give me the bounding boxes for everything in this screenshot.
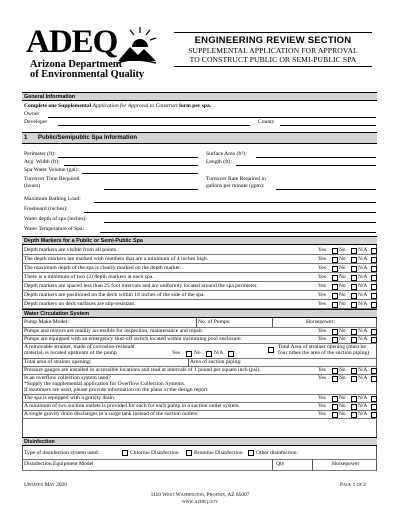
footer-web: www.azdeq.gov bbox=[181, 499, 219, 505]
strainer-text-2: material, is located upstream of the pump bbox=[24, 350, 117, 356]
area-suction-label: Area of suction piping: bbox=[190, 359, 242, 365]
strainer-area-checkbox[interactable] bbox=[268, 347, 274, 353]
depth-marker-row-1-no-label: No bbox=[339, 247, 346, 253]
strainer-area-text-1: Total Area of strainer opening (must be bbox=[278, 344, 366, 350]
depth-markers-heading: Depth Markers for a Public or Semi-Public Spa bbox=[22, 236, 377, 245]
pressure-gauges-text: Pressure gauges are installed in accessible locations and read at intervals of 1 pound per square inch (psi). bbox=[24, 367, 261, 373]
footer-address: 1110 West Washington, Phoenix, AZ 85007 bbox=[150, 492, 250, 498]
circulation-row-3-yes-label: Yes bbox=[318, 367, 326, 373]
water-depth-label: Water depth of spa (inches): bbox=[24, 216, 87, 222]
developer-field[interactable] bbox=[58, 125, 250, 126]
row-separator bbox=[22, 272, 377, 273]
turnover-time-label-2: (hours) bbox=[24, 183, 41, 189]
circulation-row-1-na-label: N/A bbox=[358, 328, 368, 334]
county-field[interactable] bbox=[280, 125, 376, 126]
depth-marker-row-text: The depth markers are marked with numbers that are a minimum of 4 inches high. bbox=[24, 256, 209, 262]
circulation-heading: Water Circulation System bbox=[22, 309, 377, 318]
form-subtitle-1: SUPPLEMENTAL APPLICATION FOR APPROVAL bbox=[188, 46, 358, 55]
perimeter-label: Perimeter (ft): bbox=[24, 151, 56, 157]
chlorine-checkbox[interactable] bbox=[122, 450, 128, 456]
circulation-row-2-no-label: No bbox=[339, 336, 346, 342]
row-separator bbox=[22, 459, 377, 460]
circulation-row-7-na-label: N/A bbox=[358, 411, 368, 417]
circulation-row-3-na-label: N/A bbox=[358, 367, 368, 373]
circ-left-border bbox=[22, 318, 23, 438]
developer-label: Developer bbox=[24, 119, 48, 125]
gravity-drain-text: The spa is equipped with a gravity drain. bbox=[24, 395, 116, 401]
spa-volume-field[interactable] bbox=[82, 173, 198, 174]
depth-marker-row-2-no-label: No bbox=[339, 256, 346, 262]
water-temp-field[interactable] bbox=[100, 232, 376, 233]
disinfection-type-label: Type of disinfection system used: bbox=[24, 450, 100, 456]
length-field[interactable] bbox=[236, 165, 376, 166]
strainer-no-checkbox[interactable] bbox=[206, 351, 212, 357]
depth-marker-row-5-na-label: N/A bbox=[358, 283, 368, 289]
circulation-row-3-no-label: No bbox=[339, 367, 346, 373]
strainer-na-label: N/A bbox=[214, 350, 224, 356]
circulation-row-3-no-checkbox[interactable] bbox=[351, 368, 357, 374]
general-instruction: Complete one Supplemental Application for Approval to Construct form per spa. bbox=[24, 103, 212, 109]
turnover-rate-label-1: Turnover Rate Required in bbox=[206, 176, 266, 182]
strainer-no-label: No bbox=[194, 350, 201, 356]
qty-label: Qty bbox=[276, 461, 285, 467]
footer-updated: Updated May 2020 bbox=[24, 482, 67, 488]
circulation-row-7-no-label: No bbox=[339, 411, 346, 417]
circulation-row-4-na-label: N/A bbox=[358, 375, 368, 381]
turnover-time-label-1: Turnover Time Required bbox=[24, 176, 80, 182]
header-block bbox=[175, 35, 371, 64]
disinfection-heading: Disinfection bbox=[22, 437, 377, 446]
depth-marker-row-7-yes-label: Yes bbox=[318, 301, 326, 307]
total-area-strainer-label: Total area of strainer opening: bbox=[24, 359, 92, 365]
avg-width-label: Avg. Width (ft): bbox=[24, 159, 60, 165]
circulation-row-6-no-checkbox[interactable] bbox=[351, 404, 357, 410]
skimmer-note: If skimmers are used, please provide information on the plans or the design report. bbox=[24, 387, 209, 393]
other-disinfection-label: Other disinfection: bbox=[256, 450, 299, 456]
form-title: ENGINEERING REVIEW SECTION bbox=[194, 35, 352, 46]
surface-area-label: Surface Area (ft²): bbox=[206, 151, 247, 157]
circulation-row-1-na-checkbox[interactable] bbox=[371, 329, 377, 335]
circulation-row-2-yes-checkbox[interactable] bbox=[332, 337, 338, 343]
freeboard-field[interactable] bbox=[84, 212, 376, 213]
depth-marker-row-5-no-label: No bbox=[339, 283, 346, 289]
turnover-time-field[interactable] bbox=[104, 189, 198, 190]
bromine-checkbox[interactable] bbox=[186, 450, 192, 456]
shutoff-switch-text: Pumps are equipped with an emergency shut-off switch located within swimming pool enclosure. bbox=[24, 336, 243, 342]
strainer-area-text-2: four times the area of the suction piping) bbox=[278, 350, 370, 356]
depth-marker-row-7-no-label: No bbox=[339, 301, 346, 307]
overflow-note: *Supply the supplemental application for Overflow Collection Systems. bbox=[24, 381, 186, 387]
perimeter-field[interactable] bbox=[58, 157, 198, 158]
circulation-row-5-na-label: N/A bbox=[358, 395, 368, 401]
circulation-row-4-na-checkbox[interactable] bbox=[371, 376, 377, 382]
owner-label: Owner bbox=[24, 111, 40, 117]
strainer-yes-label: Yes bbox=[172, 350, 180, 356]
chlorine-label: Chlorine Disinfection bbox=[130, 450, 179, 456]
circulation-row-4-yes-checkbox[interactable] bbox=[332, 376, 338, 382]
overflow-question: Is an overflow collection system used? bbox=[24, 375, 111, 381]
form-subtitle-2: TO CONSTRUCT PUBLIC OR SEMI-PUBLIC SPA bbox=[189, 55, 357, 64]
row-separator bbox=[22, 470, 377, 471]
circulation-row-6-na-checkbox[interactable] bbox=[371, 404, 377, 410]
bromine-label: Bromine Disinfection bbox=[194, 450, 243, 456]
freeboard-label: Freeboard (inches): bbox=[24, 206, 68, 212]
equipment-horsepower-label: Horsepower bbox=[332, 461, 360, 467]
max-bathing-load-field[interactable] bbox=[94, 202, 376, 203]
circulation-row-7-no-checkbox[interactable] bbox=[351, 412, 357, 418]
circulation-row-4-yes-label: Yes bbox=[318, 375, 326, 381]
depth-marker-row-1-yes-label: Yes bbox=[318, 247, 326, 253]
row-separator bbox=[22, 299, 377, 300]
circulation-row-5-na-checkbox[interactable] bbox=[371, 396, 377, 402]
motors-accessible-text: Pumps and motors are readily accessible for inspection, maintenance and repair. bbox=[24, 328, 204, 334]
row-separator bbox=[22, 281, 377, 282]
depth-marker-row-6-na-label: N/A bbox=[358, 292, 368, 298]
depth-marker-row-text: Depth markers are spaced less than 25 foot intervals and are uniformly located around the spa perimeter. bbox=[24, 283, 258, 289]
row-separator bbox=[22, 418, 377, 419]
other-disinfection-checkbox[interactable] bbox=[248, 450, 254, 456]
circulation-row-1-yes-label: Yes bbox=[318, 328, 326, 334]
circulation-row-1-no-checkbox[interactable] bbox=[351, 329, 357, 335]
water-temp-label: Water Temperature of Spa: bbox=[24, 226, 85, 232]
circulation-row-2-yes-label: Yes bbox=[318, 336, 326, 342]
circulation-row-7-yes-label: Yes bbox=[318, 411, 326, 417]
pump-make-label: Pump Make/Model: bbox=[24, 319, 69, 325]
circulation-row-4-no-checkbox[interactable] bbox=[351, 376, 357, 382]
depth-marker-row-6-no-label: No bbox=[339, 292, 346, 298]
strainer-yes-checkbox[interactable] bbox=[186, 351, 192, 357]
water-depth-field[interactable] bbox=[104, 222, 376, 223]
pump-divider-1 bbox=[196, 318, 197, 327]
circulation-row-7-yes-checkbox[interactable] bbox=[332, 412, 338, 418]
depth-marker-row-2-na-label: N/A bbox=[358, 256, 368, 262]
area-divider bbox=[188, 358, 189, 366]
logo-line-2: of Environmental Quality bbox=[30, 69, 145, 80]
header-top-rule bbox=[174, 32, 372, 33]
pump-divider-2 bbox=[272, 318, 273, 327]
logo-acronym: ADEQ bbox=[26, 24, 118, 60]
circulation-row-3-yes-checkbox[interactable] bbox=[332, 368, 338, 374]
owner-field[interactable] bbox=[48, 117, 376, 118]
header-bottom-rule bbox=[174, 66, 372, 67]
strainer-na-checkbox[interactable] bbox=[228, 351, 234, 357]
depth-marker-row-text: The maximum depth of the spa is clearly marked on the depth marker. bbox=[24, 265, 182, 271]
circulation-row-5-no-label: No bbox=[339, 395, 346, 401]
circulation-row-6-na-label: N/A bbox=[358, 403, 368, 409]
equipment-model-label: Disinfection Equipment Model bbox=[24, 461, 94, 467]
general-info-heading: General Information bbox=[22, 92, 377, 101]
suction-outlets-text: A minimum of two suction outlets is provided for each for each pump in a suction outlet system. bbox=[24, 403, 240, 409]
avg-width-field[interactable] bbox=[64, 165, 198, 166]
depth-marker-row-text: Depth markers on deck surfaces are slip-resistant. bbox=[24, 301, 136, 307]
turnover-rate-field[interactable] bbox=[276, 189, 376, 190]
depth-marker-row-1-na-label: N/A bbox=[358, 247, 368, 253]
circulation-row-1-no-label: No bbox=[339, 328, 346, 334]
circulation-row-5-yes-checkbox[interactable] bbox=[332, 396, 338, 402]
depth-marker-row-6-yes-label: Yes bbox=[318, 292, 326, 298]
circulation-row-3-na-checkbox[interactable] bbox=[371, 368, 377, 374]
disinf-right-border bbox=[376, 446, 377, 470]
circulation-row-6-yes-label: Yes bbox=[318, 403, 326, 409]
horsepower-label: Horsepower: bbox=[306, 319, 335, 325]
disinf-left-border bbox=[22, 446, 23, 470]
section-1-heading: 1 Public/Semipublic Spa Information bbox=[22, 132, 377, 144]
depth-marker-row-4-na-label: N/A bbox=[358, 274, 368, 280]
circulation-row-6-yes-checkbox[interactable] bbox=[332, 404, 338, 410]
depth-marker-row-text: Depth markers are positioned on the deck within 18 inches of the side of the spa. bbox=[24, 292, 205, 298]
equipment-divider-1 bbox=[272, 459, 273, 470]
row-separator bbox=[22, 263, 377, 264]
length-label: Length (ft): bbox=[206, 159, 232, 165]
row-separator bbox=[22, 254, 377, 255]
row-separator bbox=[22, 290, 377, 291]
turnover-rate-label-2: gallons per minute (gpm): bbox=[206, 183, 265, 189]
circulation-row-6-no-label: No bbox=[339, 403, 346, 409]
depth-marker-row-3-na-label: N/A bbox=[358, 265, 368, 271]
circulation-row-1-yes-checkbox[interactable] bbox=[332, 329, 338, 335]
depth-marker-row-5-yes-label: Yes bbox=[318, 283, 326, 289]
depth-marker-row-4-no-label: No bbox=[339, 274, 346, 280]
depth-marker-row-text: Depth markers are visible from all points. bbox=[24, 247, 118, 253]
depth-marker-row-3-no-label: No bbox=[339, 265, 346, 271]
depth-marker-row-2-yes-label: Yes bbox=[318, 256, 326, 262]
circulation-row-2-na-checkbox[interactable] bbox=[371, 337, 377, 343]
spa-volume-label: Spa Water Volume (gal): bbox=[24, 167, 80, 173]
single-drain-text: A single gravity drain discharges to a surge tank instead of the suction outlets. bbox=[24, 411, 199, 417]
strainer-text-1: A removable strainer, made of corrosion-resistant bbox=[24, 344, 135, 350]
circulation-row-5-yes-label: Yes bbox=[318, 395, 326, 401]
depth-marker-row-3-yes-label: Yes bbox=[318, 265, 326, 271]
depth-marker-row-4-yes-label: Yes bbox=[318, 274, 326, 280]
circulation-row-4-no-label: No bbox=[339, 375, 346, 381]
circulation-row-2-na-label: N/A bbox=[358, 336, 368, 342]
max-bathing-load-label: Maximum Bathing Load: bbox=[24, 196, 81, 202]
circulation-row-5-no-checkbox[interactable] bbox=[351, 396, 357, 402]
depth-marker-row-7-na-label: N/A bbox=[358, 301, 368, 307]
circulation-row-7-na-checkbox[interactable] bbox=[371, 412, 377, 418]
logo-line-1: Arizona Department bbox=[30, 59, 123, 70]
depth-marker-row-text: There is a minimum of two (2) depth markers at each spa. bbox=[24, 274, 154, 280]
footer-page: Page 1 of 2 bbox=[340, 482, 366, 488]
circulation-row-2-no-checkbox[interactable] bbox=[351, 337, 357, 343]
surface-area-field[interactable] bbox=[256, 157, 376, 158]
county-label: County bbox=[258, 119, 275, 125]
equipment-divider-2 bbox=[312, 459, 313, 470]
num-pumps-label: No. of Pumps: bbox=[198, 319, 231, 325]
